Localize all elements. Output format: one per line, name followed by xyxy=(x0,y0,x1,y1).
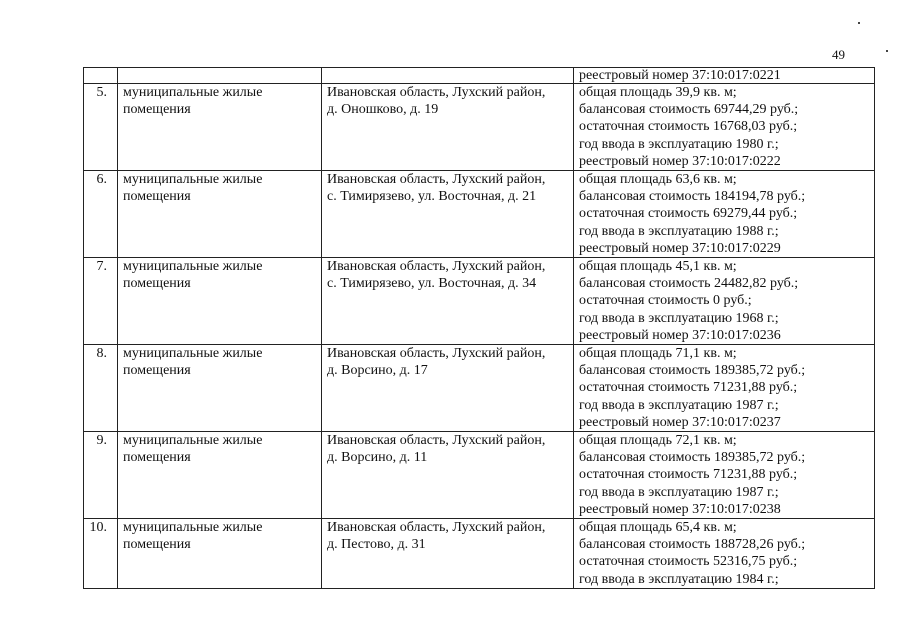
cell-name-line: муниципальные жилые xyxy=(123,346,263,362)
cell-address-line: Ивановская область, Лухский район, xyxy=(327,259,546,275)
cell-num: 6. xyxy=(84,171,118,258)
page-number: 49 xyxy=(832,47,845,62)
cell-details-line: общая площадь 71,1 кв. м; xyxy=(579,346,737,362)
cell-details-line: остаточная стоимость 69279,44 руб.; xyxy=(579,206,798,222)
cell-details-line: балансовая стоимость 69744,29 руб.; xyxy=(579,102,799,118)
cell-details-line: общая площадь 39,9 кв. м; xyxy=(579,85,737,100)
cell-num: 7. xyxy=(84,258,118,345)
cell-details-line: год ввода в эксплуатацию 1987 г.; xyxy=(579,397,779,413)
cell-name-line: помещения xyxy=(123,537,191,553)
cell-num xyxy=(84,68,118,84)
table-row xyxy=(84,345,875,432)
cell-name-line: муниципальные жилые xyxy=(123,259,263,275)
cell-name-line: муниципальные жилые xyxy=(123,85,263,100)
table-row xyxy=(84,171,875,258)
cell-address xyxy=(322,84,574,171)
cell-address xyxy=(322,258,574,345)
cell-name-line: муниципальные жилые xyxy=(123,520,263,536)
cell-details-line: год ввода в эксплуатацию 1988 г.; xyxy=(579,223,779,239)
table-row xyxy=(84,84,875,171)
cell-name-line: муниципальные жилые xyxy=(123,433,263,449)
table-row xyxy=(84,432,875,519)
cell-details-line: год ввода в эксплуатацию 1980 г.; xyxy=(579,136,779,152)
cell-name-line: помещения xyxy=(123,102,191,118)
cell-details-line: балансовая стоимость 184194,78 руб.; xyxy=(579,189,806,205)
cell-details-line: общая площадь 65,4 кв. м; xyxy=(579,520,737,536)
cell-details-line: остаточная стоимость 52316,75 руб.; xyxy=(579,554,798,570)
cell-details xyxy=(574,171,875,258)
cell-address-line: д. Ворсино, д. 17 xyxy=(327,363,428,379)
cell-details-line: реестровый номер 37:10:017:0237 xyxy=(579,414,781,430)
cell-details-line: реестровый номер 37:10:017:0222 xyxy=(579,153,781,169)
cell-details-line: балансовая стоимость 24482,82 руб.; xyxy=(579,276,799,292)
cell-address-line: д. Ворсино, д. 11 xyxy=(327,450,428,466)
table-row-carryover xyxy=(84,68,875,84)
cell-details-line: остаточная стоимость 16768,03 руб.; xyxy=(579,119,798,135)
cell-name xyxy=(118,345,322,432)
cell-address-line: Ивановская область, Лухский район, xyxy=(327,172,546,188)
cell-name-line: муниципальные жилые xyxy=(123,172,263,188)
cell-details-line: балансовая стоимость 189385,72 руб.; xyxy=(579,450,806,466)
cell-details xyxy=(574,519,875,589)
cell-name xyxy=(118,171,322,258)
cell-details-line: год ввода в эксплуатацию 1987 г.; xyxy=(579,484,779,500)
cell-address-line: Ивановская область, Лухский район, xyxy=(327,520,546,536)
cell-details xyxy=(574,84,875,171)
cell-address-line: Ивановская область, Лухский район, xyxy=(327,433,546,449)
cell-address-line: Ивановская область, Лухский район, xyxy=(327,346,546,362)
cell-address-line: д. Оношково, д. 19 xyxy=(327,102,439,118)
cell-address xyxy=(322,432,574,519)
cell-name xyxy=(118,258,322,345)
property-table xyxy=(83,67,875,589)
cell-name-line: помещения xyxy=(123,450,191,466)
cell-name-line: помещения xyxy=(123,189,191,205)
cell-details-line: балансовая стоимость 188728,26 руб.; xyxy=(579,537,806,553)
cell-address xyxy=(322,519,574,589)
table-row xyxy=(84,519,875,589)
cell-address-line: д. Пестово, д. 31 xyxy=(327,537,426,553)
cell-address xyxy=(322,345,574,432)
scan-speck xyxy=(886,50,888,52)
cell-details-line: реестровый номер 37:10:017:0229 xyxy=(579,240,781,256)
cell-details xyxy=(574,345,875,432)
cell-address-line: с. Тимирязево, ул. Восточная, д. 34 xyxy=(327,276,537,292)
details-line: реестровый номер 37:10:017:0221 xyxy=(579,68,781,83)
cell-details-line: реестровый номер 37:10:017:0238 xyxy=(579,501,781,517)
cell-details-line: год ввода в эксплуатацию 1968 г.; xyxy=(579,310,779,326)
cell-details xyxy=(574,258,875,345)
cell-details-line: балансовая стоимость 189385,72 руб.; xyxy=(579,363,806,379)
scan-speck xyxy=(858,22,860,24)
cell-details-line: остаточная стоимость 71231,88 руб.; xyxy=(579,467,798,483)
cell-address-line: с. Тимирязево, ул. Восточная, д. 21 xyxy=(327,189,537,205)
cell-address xyxy=(322,171,574,258)
cell-address xyxy=(322,68,574,84)
cell-details-line: реестровый номер 37:10:017:0236 xyxy=(579,327,781,343)
cell-details xyxy=(574,68,875,84)
cell-name-line: помещения xyxy=(123,363,191,379)
cell-num: 9. xyxy=(84,432,118,519)
cell-num: 5. xyxy=(84,84,118,171)
cell-address-line: Ивановская область, Лухский район, xyxy=(327,85,546,100)
cell-details-line: год ввода в эксплуатацию 1984 г.; xyxy=(579,571,779,587)
cell-details-line: остаточная стоимость 0 руб.; xyxy=(579,293,752,309)
cell-details-line: общая площадь 72,1 кв. м; xyxy=(579,433,737,449)
cell-details-line: остаточная стоимость 71231,88 руб.; xyxy=(579,380,798,396)
cell-name xyxy=(118,84,322,171)
cell-num: 10. xyxy=(84,519,118,589)
cell-details-line: общая площадь 45,1 кв. м; xyxy=(579,259,737,275)
table-row xyxy=(84,258,875,345)
cell-name xyxy=(118,68,322,84)
cell-name xyxy=(118,519,322,589)
cell-name-line: помещения xyxy=(123,276,191,292)
cell-details-line: общая площадь 63,6 кв. м; xyxy=(579,172,737,188)
cell-details xyxy=(574,432,875,519)
cell-num: 8. xyxy=(84,345,118,432)
cell-name xyxy=(118,432,322,519)
